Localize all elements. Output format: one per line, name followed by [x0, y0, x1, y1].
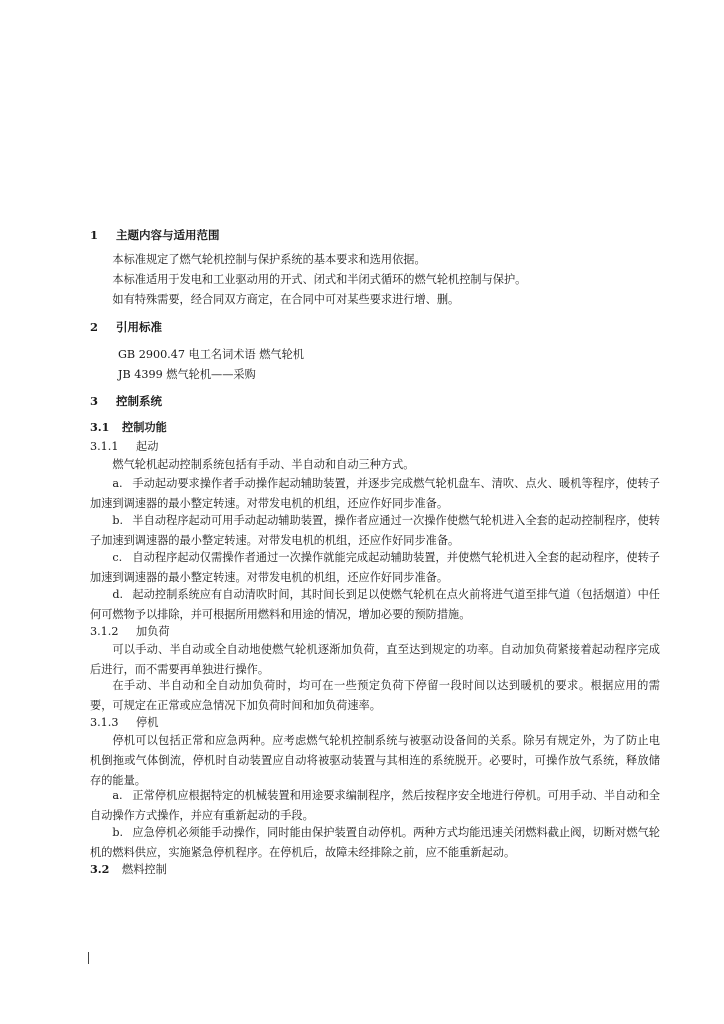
subsection-title: 控制功能 — [122, 420, 167, 434]
paragraph: 本标准规定了燃气轮机控制与保护系统的基本要求和选用依据。 — [112, 253, 426, 266]
list-marker: b. — [112, 514, 124, 527]
section-number: 2 — [90, 320, 99, 334]
section-title: 引用标准 — [116, 320, 162, 334]
list-item-b — [90, 511, 660, 551]
subsection-3-1-3-heading — [90, 713, 660, 733]
list-marker: a. — [112, 789, 123, 802]
subsection-title: 加负荷 — [136, 625, 170, 638]
reference-item: GB 2900.47 电工名词术语 燃气轮机 — [118, 348, 304, 361]
list-text: 半自动程序起动可用手动起动辅助装置，操作者应通过一次操作使燃气轮机进入全套的起动控制程序，使转子加速到调速器的最小整定转速。对带发电机的机组，还应作好同步准备。 — [90, 514, 660, 547]
paragraph: 燃气轮机起动控制系统包括有手动、半自动和自动三种方式。 — [112, 458, 415, 471]
list-item-b — [90, 823, 660, 863]
list-item-c — [90, 548, 660, 588]
list-item-a — [90, 786, 660, 826]
paragraph: 如有特殊需要，经合同双方商定，在合同中可对某些要求进行增、删。 — [112, 293, 460, 306]
paragraph: 在手动、半自动和全自动加负荷时，均可在一些预定负荷下停留一段时间以达到暖机的要求。根据应用的需要，可规定在正常或应急情况下加负荷时间和加负荷速率。 — [90, 679, 660, 712]
subsection-3-1-heading — [90, 418, 660, 438]
subsection-number: 3.1.3 — [90, 716, 119, 729]
subsection-number: 3.1.2 — [90, 625, 119, 638]
list-text: 自动程序起动仅需操作者通过一次操作就能完成起动辅助装置，并使燃气轮机进入全套的起动程序，使转子加速到调速器的最小整定转速。对带发电机的机组，还应作好同步准备。 — [90, 551, 660, 584]
list-text: 起动控制系统应有自动清吹时间，其时间长到足以使燃气轮机在点火前将进气道至排气道（包括烟道）中任何可燃物予以排除，并可根据所用燃料和用途的情况，增加必要的预防措施。 — [90, 588, 660, 621]
subsection-3-1-1-heading — [90, 437, 660, 457]
subsection-3-2-heading — [90, 860, 660, 880]
subsection-title: 燃料控制 — [122, 863, 167, 876]
list-marker: a. — [112, 477, 123, 490]
section-title: 主题内容与适用范围 — [116, 228, 220, 242]
list-text: 正常停机应根据特定的机械装置和用途要求编制程序，然后按程序安全地进行停机。可用手动、半自动和全自动操作方式操作，并应有重新起动的手段。 — [90, 789, 660, 822]
paragraph: 停机可以包括正常和应急两种。应考虑燃气轮机控制系统与被驱动设备间的关系。除另有规定外，为了防止电机倒拖或气体倒流，停机时自动装置应自动将被驱动装置与其相连的系统脱开。必要时，可操作放气系统，释放储存的能量。 — [90, 734, 660, 787]
list-marker: d. — [112, 588, 124, 601]
subsection-number: 3.1 — [90, 420, 110, 434]
text-cursor — [88, 952, 89, 964]
list-marker: b. — [112, 826, 124, 839]
subsection-number: 3.2 — [90, 862, 110, 876]
paragraph: 本标准适用于发电和工业驱动用的开式、闭式和半闭式循环的燃气轮机控制与保护。 — [112, 273, 527, 286]
subsection-number: 3.1.1 — [90, 440, 119, 453]
section-1-heading — [90, 226, 660, 246]
section-title: 控制系统 — [116, 394, 162, 408]
section-number: 1 — [90, 228, 99, 242]
subsection-title: 停机 — [136, 716, 159, 729]
section-3-heading — [90, 392, 660, 412]
list-text: 手动起动要求操作者手动操作起动辅助装置，并逐步完成燃气轮机盘车、清吹、点火、暖机等程序，使转子加速到调速器的最小整定转速。对带发电机的机组，还应作好同步准备。 — [90, 477, 660, 510]
section-number: 3 — [90, 394, 99, 408]
paragraph: 可以手动、半自动或全自动地使燃气轮机逐渐加负荷，直至达到规定的功率。自动加负荷紧接着起动程序完成后进行，而不需要再单独进行操作。 — [90, 643, 660, 676]
subsection-3-1-2-heading — [90, 622, 660, 642]
list-item-a — [90, 474, 660, 514]
subsection-title: 起动 — [136, 440, 159, 453]
list-item-d — [90, 585, 660, 625]
reference-item: JB 4399 燃气轮机——采购 — [118, 368, 256, 381]
list-marker: c. — [112, 551, 123, 564]
section-2-heading — [90, 318, 660, 338]
list-text: 应急停机必须能手动操作，同时能由保护装置自动停机。两种方式均能迅速关闭燃料截止阀，切断对燃气轮机的燃料供应，实施紧急停机程序。在停机后，故障未经排除之前，应不能重新起动。 — [90, 826, 660, 859]
